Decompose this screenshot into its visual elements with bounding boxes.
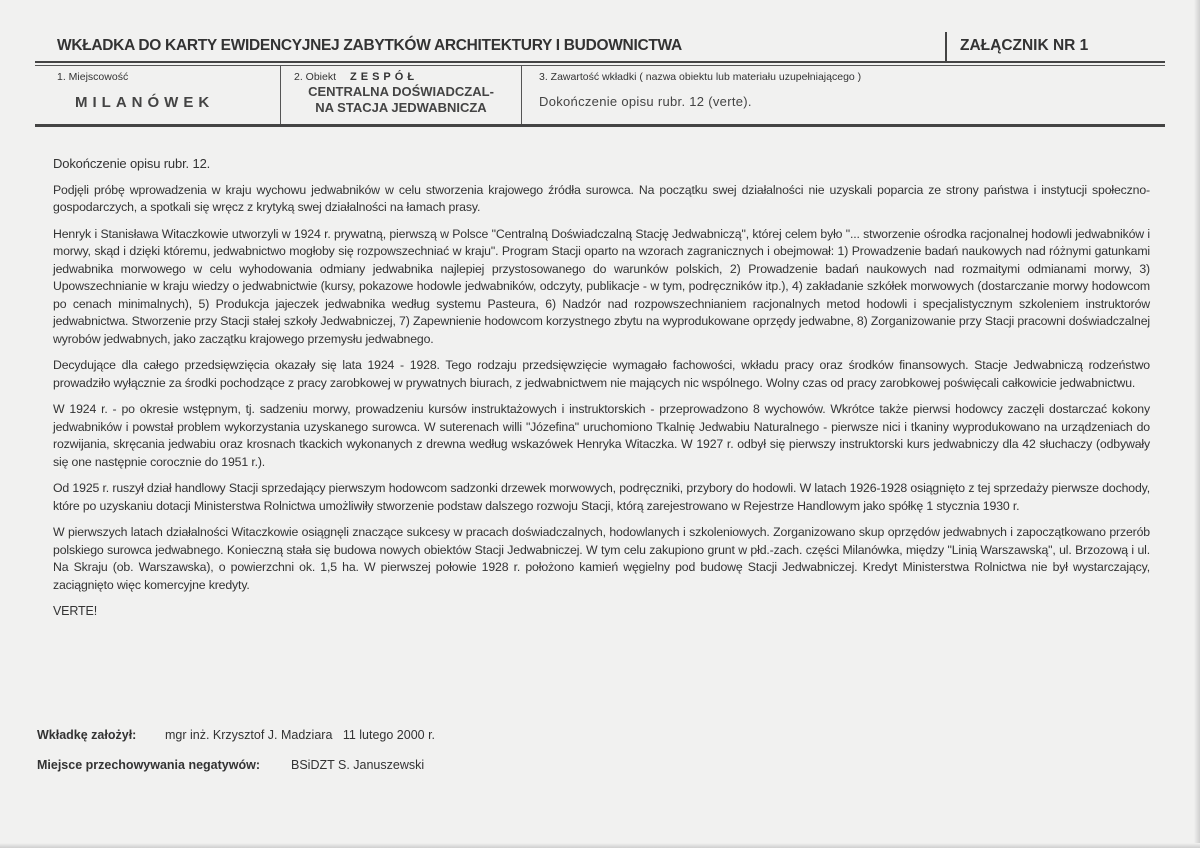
- scan-edge: [0, 843, 1200, 848]
- object-type: ZESPÓŁ: [350, 71, 419, 83]
- object-label: 2. Obiekt: [294, 71, 337, 83]
- place-label: 1. Miejscowość: [57, 71, 129, 83]
- object-value: [281, 84, 521, 116]
- paragraph: W 1924 r. - po okresie wstępnym, tj. sadzeniu morwy, prowadzeniu kursów instruktażowych i instruktorskich - przeprowadzono 8 wychowów. Wkrótce także pierwsi hodowcy zaczęli dostarczać kokony jedwabników i powstał problem wykorzystania uzyskanego surowca. W suterenach willi "Józefina" uruchomiono Tkalnię Jedwabiu Naturalnego - pierwsze nici i tkaniny wyprodukowano na urządzeniach do rozwijania, skręcania jedwabiu oraz krosnach tkackich wykonanych z drewna według wskazówek Henryka Witaczka. W 1927 r. odbył się pierwszy instruktorski kurs jedwabniczy dla 42 słuchaczy (odbywały się one następnie corocznie do 1951 r.).: [53, 402, 1150, 469]
- verte-note: VERTE!: [53, 604, 98, 618]
- object-label-wrap: [294, 71, 418, 83]
- scan-edge: [1194, 0, 1200, 848]
- author-value: mgr inż. Krzysztof J. Madziara 11 lutego 2000 r.: [165, 728, 436, 742]
- place-value: MILANÓWEK: [75, 94, 215, 111]
- content-label: 3. Zawartość wkładki ( nazwa obiektu lub materiału uzupełniającego ): [539, 71, 862, 83]
- negatives-value: BSiDZT S. Januszewski: [291, 758, 425, 772]
- paragraph: Decydujące dla całego przedsięwzięcia okazały się lata 1924 - 1928. Tego rodzaju przedsięwzięcie wymagało fachowości, wkładu pracy oraz środków finansowych. Stacje Jedwabniczą rodzeństwo prowadziło wyłącznie za środki pochodzące z pracy zarobkowej w prywatnych biurach, z jedwabnictwem nie mających nic wspólnego. Wolny czas od pracy zarobkowej poświęcali całkowicie jedwabnictwu.: [53, 358, 1150, 390]
- object-value-line: NA STACJA JEDWABNICZA: [315, 100, 487, 115]
- paragraph: Od 1925 r. ruszył dział handlowy Stacji sprzedający pierwszym hodowcom sadzonki drzewek morwowych, podręczniki, przybory do hodowli. W latach 1926-1928 osiągnięto z tej sprzedaży pierwsze dochody, które po uzyskaniu dotacji Ministerstwa Rolnictwa umożliwiły stworzenie podstaw dalszego rozwoju Stacji, którą zarejestrowano w Rejestrze Handlowym jako spółkę 1 stycznia 1930 r.: [53, 481, 1150, 513]
- object-value-line: CENTRALNA DOŚWIADCZAL-: [308, 84, 494, 99]
- paragraph: Podjęli próbę wprowadzenia w kraju wychowu jedwabników w celu stworzenia krajowego źródła surowca. Na początku swej działalności nie uzyskali poparcia ze strony państwa i instytucji społeczno-gospodarczych, a spotkali się wręcz z krytyką swej działalności na łamach prasy.: [53, 182, 1150, 214]
- description-body: [53, 155, 1150, 630]
- author-line: [37, 728, 436, 742]
- form-header: [35, 28, 1165, 127]
- header-fields: [35, 65, 1165, 127]
- place-cell: [35, 66, 281, 124]
- author-label: Wkładkę założył:: [37, 728, 137, 742]
- annex-number: ZAŁĄCZNIK NR 1: [960, 37, 1089, 54]
- divider: [945, 32, 947, 62]
- title-row: [35, 28, 1165, 63]
- section-heading: Dokończenie opisu rubr. 12.: [53, 156, 211, 171]
- paragraph: W pierwszych latach działalności Witaczkowie osiągnęli znaczące sukcesy w pracach doświadczalnych, hodowlanych i szkoleniowych. Zorganizowano skup oprzędów jedwabnych i zapoczątkowano przerób polskiego surowca jedwabnego. Konieczną stała się budowa nowych obiektów Stacji Jedwabniczej. W tym celu zakupiono grunt w płd.-zach. części Milanówka, między "Linią Warszawską", ul. Brzozową i ul. Na Skraju (ob. Warszawska), o powierzchni ok. 1,5 ha. W pierwszej połowie 1928 r. położono kamień węgielny pod budowę Stacji Jedwabniczej. Kredyt Ministerstwa Rolnictwa nie był wystarczający, zaciągnięto więc komercyjne kredyty.: [53, 525, 1150, 592]
- content-value: Dokończenie opisu rubr. 12 (verte).: [539, 94, 752, 109]
- negatives-label: Miejsce przechowywania negatywów:: [37, 758, 260, 772]
- form-title: WKŁADKA DO KARTY EWIDENCYJNEJ ZABYTKÓW ARCHITEKTURY I BUDOWNICTWA: [57, 37, 682, 54]
- content-cell: [522, 66, 1162, 124]
- object-cell: [281, 66, 522, 124]
- negatives-line: [37, 758, 425, 772]
- paragraph: Henryk i Stanisława Witaczkowie utworzyli w 1924 r. prywatną, pierwszą w Polsce "Centralną Doświadczalną Stację Jedwabniczą", której celem było "... stworzenie ośrodka racjonalnej hodowli jedwabników i morwy, skąd i dzięki któremu, jedwabnictwo mogłoby się rozpowszechniać w kraju". Program Stacji oparto na wzorach zagranicznych i obejmował: 1) Prowadzenie badań naukowych nad różnymi gatunkami jedwabnika morwowego w celu wyhodowania odmiany jedwabnika najlepiej przystosowanego do warunków polskich, 2) Prowadzenie badań naukowych nad rozmaitymi odmianami morwy, 3) Upowszechnianie w kraju wiedzy o jedwabnictwie (kursy, pokazowe hodowle jedwabników, odczyty, publikacje - w tym, podręczników itp.), 4) zakładanie szkółek morwowych (dostarczanie morwy hodowcom po cenach minimalnych), 5) Produkcja jajeczek jedwabnika według systemu Pasteura, 6) Nadzór nad rozpowszechnianiem racjonalnych metod hodowli i specjalistycznym szkoleniem instruktorów jedwabnictwa. Stworzenie przy Stacji stałej szkoły Jedwabniczej, 7) Zapewnienie hodowcom korzystnego zbytu na wyprodukowane oprzędy jedwabne, 8) Zorganizowanie przy Stacji pracowni doświadczalnej wyrobów jedwabnych, jako zaczątku krajowego przemysłu jedwabnego.: [53, 226, 1150, 346]
